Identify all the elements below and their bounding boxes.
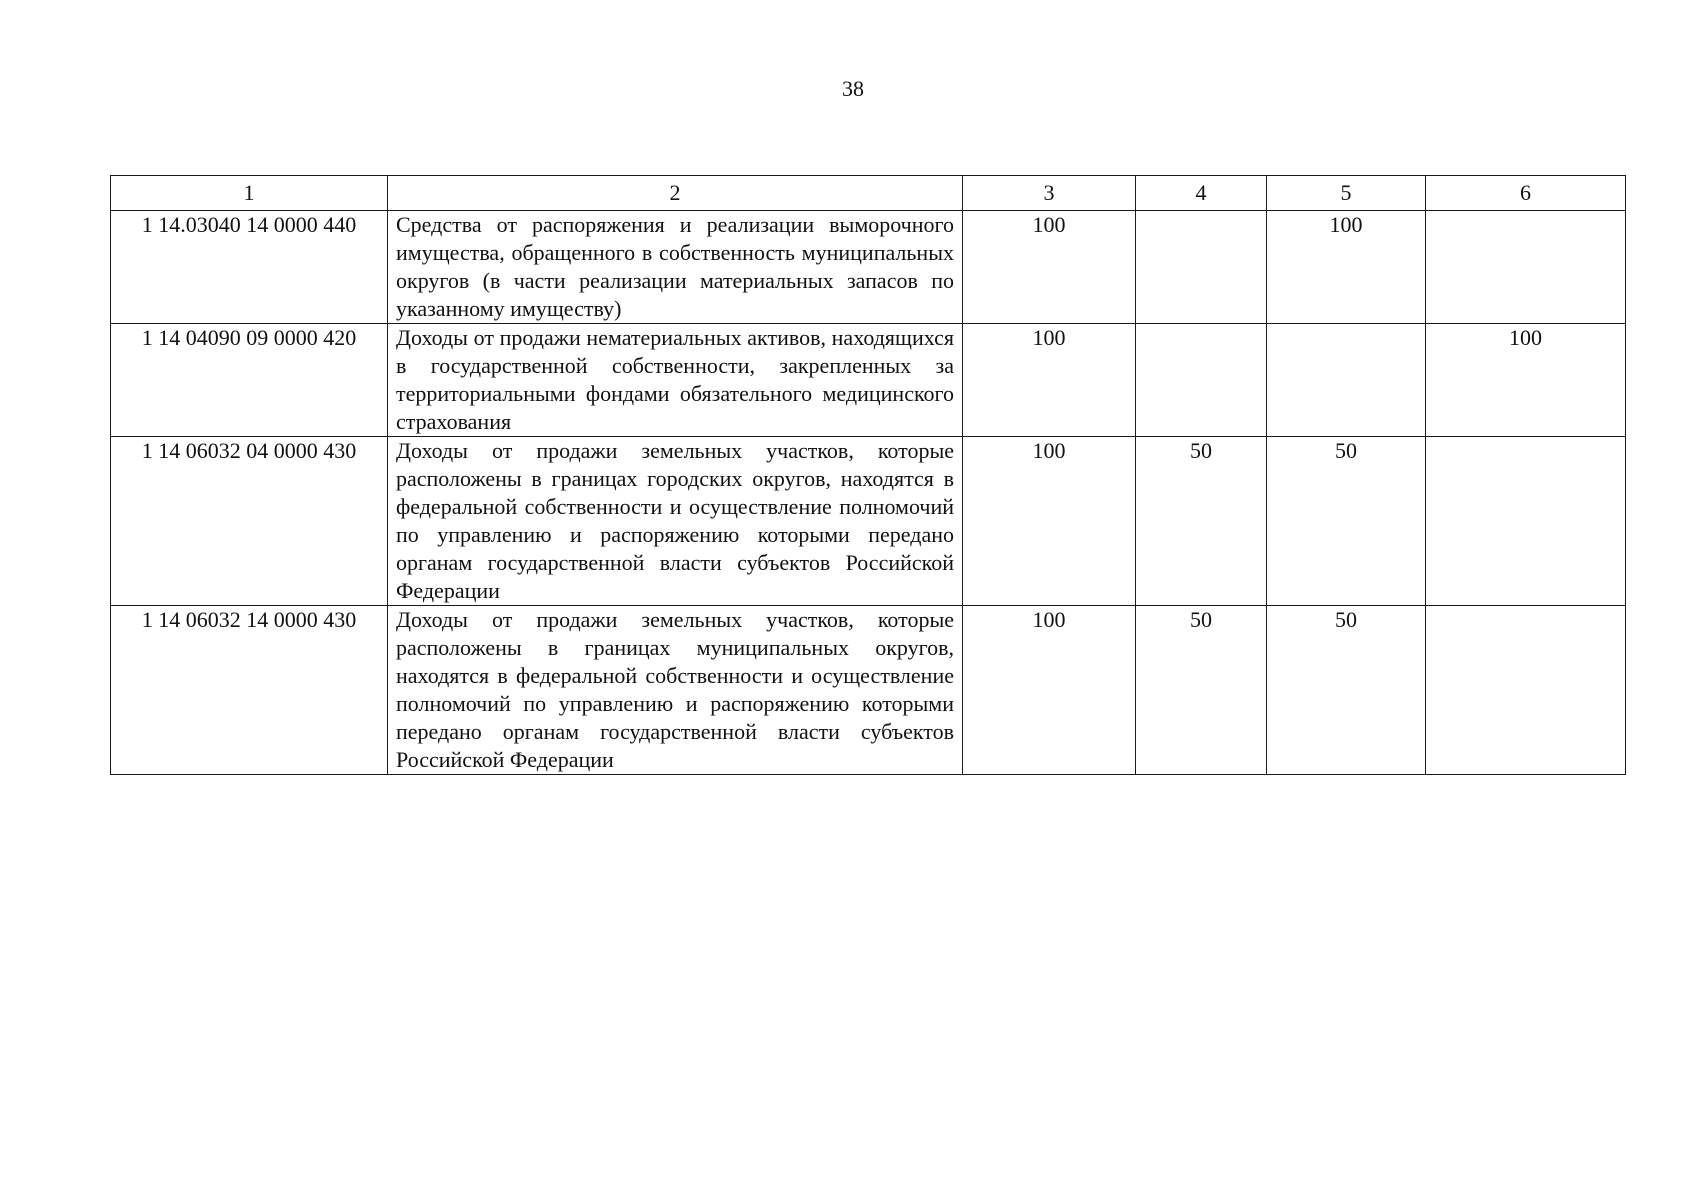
row-value-col5: 50 — [1267, 606, 1426, 775]
row-value-col4 — [1136, 324, 1267, 437]
header-cell-2: 2 — [388, 176, 963, 211]
row-value-col3: 100 — [963, 606, 1136, 775]
row-value-col6 — [1426, 437, 1626, 606]
page-number: 38 — [842, 76, 864, 101]
row-description: Доходы от продажи земельных участков, которые расположены в границах муниципальных округов, находятся в федеральной собственности и осуществление полномочий по управлению и распоряжению которыми передано органам государственной власти субъектов Российской Федерации — [388, 606, 963, 775]
row-value-col4: 50 — [1136, 606, 1267, 775]
header-cell-1: 1 — [111, 176, 388, 211]
table-row — [111, 606, 1626, 775]
row-value-col3: 100 — [963, 437, 1136, 606]
table-header-row — [111, 176, 1626, 211]
row-value-col5: 50 — [1267, 437, 1426, 606]
table-row — [111, 437, 1626, 606]
row-code: 1 14 04090 09 0000 420 — [111, 324, 388, 437]
row-code: 1 14 06032 14 0000 430 — [111, 606, 388, 775]
row-value-col3: 100 — [963, 324, 1136, 437]
header-cell-4: 4 — [1136, 176, 1267, 211]
row-description: Доходы от продажи нематериальных активов, находящихся в государственной собственности, закрепленных за территориальными фондами обязательного медицинского страхования — [388, 324, 963, 437]
row-value-col6: 100 — [1426, 324, 1626, 437]
row-value-col6 — [1426, 606, 1626, 775]
row-code: 1 14.03040 14 0000 440 — [111, 211, 388, 324]
row-code: 1 14 06032 04 0000 430 — [111, 437, 388, 606]
table-row — [111, 211, 1626, 324]
header-cell-6: 6 — [1426, 176, 1626, 211]
table-row — [111, 324, 1626, 437]
row-description: Средства от распоряжения и реализации выморочного имущества, обращенного в собственность муниципальных округов (в части реализации материальных запасов по указанному имуществу) — [388, 211, 963, 324]
row-value-col4 — [1136, 211, 1267, 324]
row-value-col5 — [1267, 324, 1426, 437]
header-cell-3: 3 — [963, 176, 1136, 211]
row-value-col5: 100 — [1267, 211, 1426, 324]
revenue-table — [110, 175, 1626, 775]
header-cell-5: 5 — [1267, 176, 1426, 211]
row-value-col6 — [1426, 211, 1626, 324]
row-value-col4: 50 — [1136, 437, 1267, 606]
row-description: Доходы от продажи земельных участков, которые расположены в границах городских округов, находятся в федеральной собственности и осуществление полномочий по управлению и распоряжению которыми передано органам государственной власти субъектов Российской Федерации — [388, 437, 963, 606]
row-value-col3: 100 — [963, 211, 1136, 324]
